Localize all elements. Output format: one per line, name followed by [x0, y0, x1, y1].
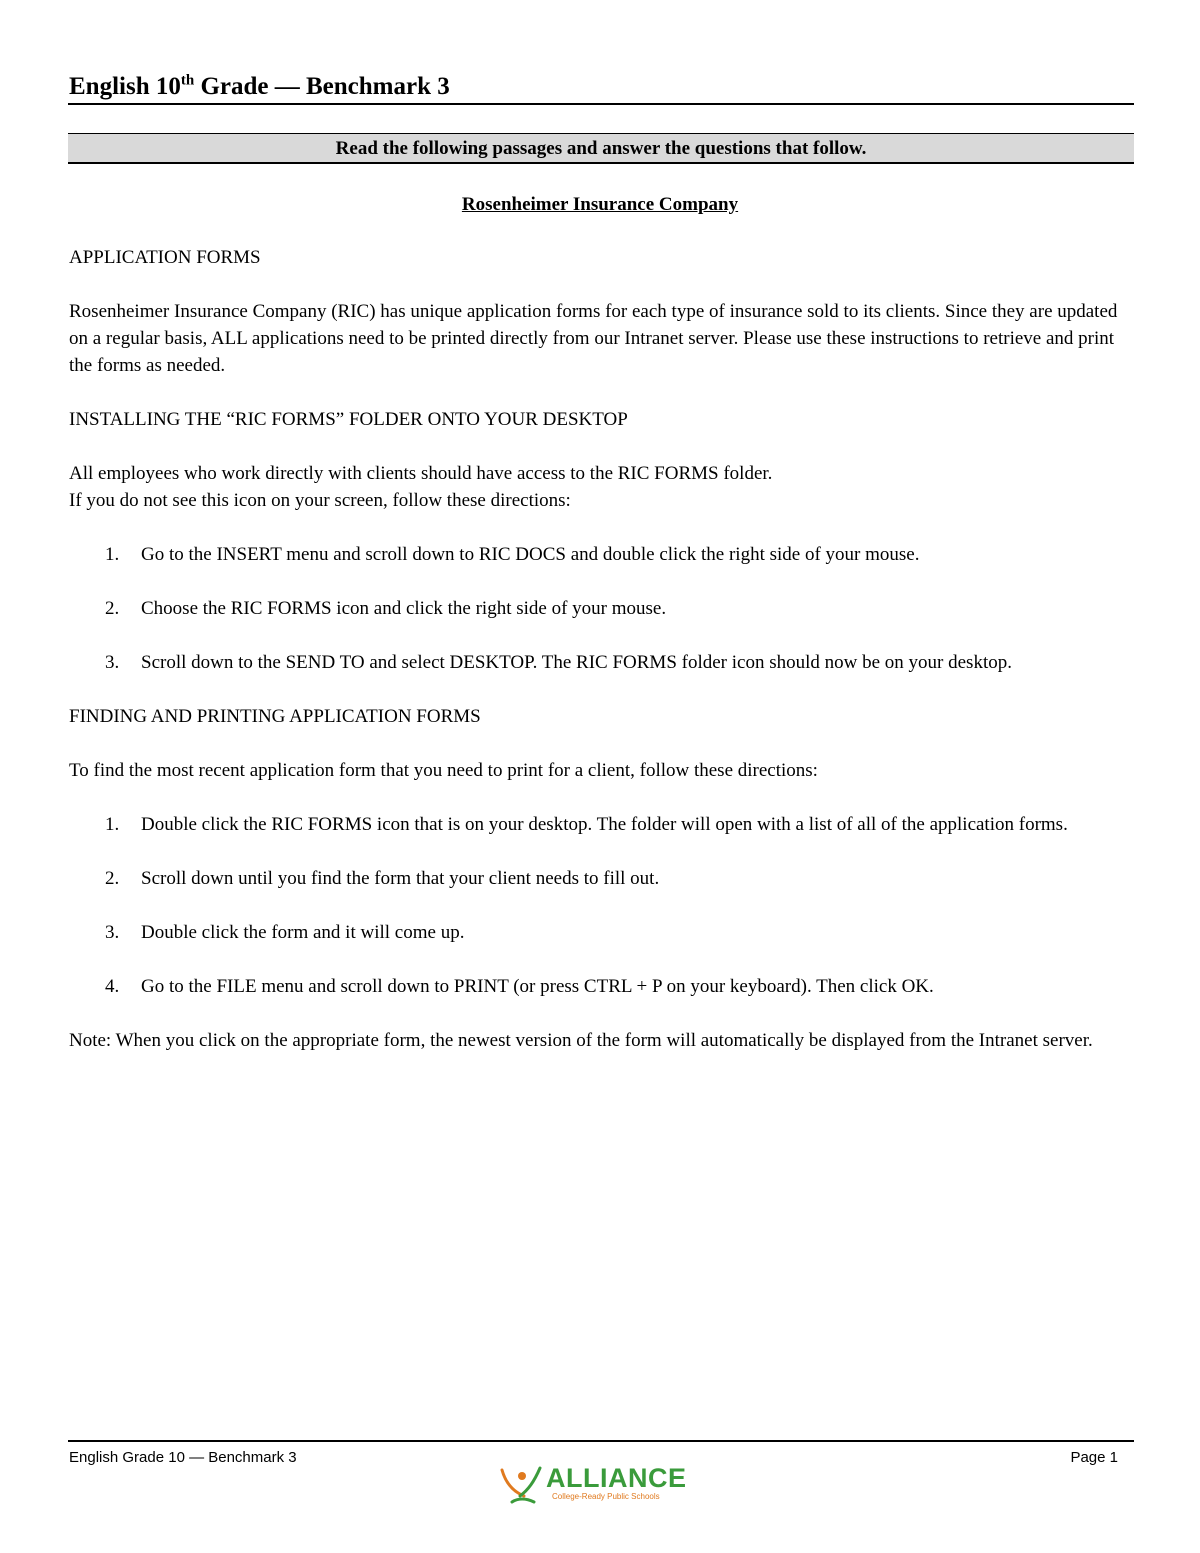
step-text: Scroll down until you find the form that your client needs to fill out.	[141, 868, 660, 889]
page-title-prefix: English 10	[69, 73, 181, 100]
logo-tagline: College-Ready Public Schools	[552, 1492, 660, 1501]
footer-page-number: Page 1	[1070, 1449, 1118, 1466]
installing-intro-line-2: If you do not see this icon on your screen, follow these directions:	[69, 490, 571, 511]
passage-body	[69, 244, 1139, 1054]
step-text: Scroll down to the SEND TO and select DESKTOP. The RIC FORMS folder icon should now be on your desktop.	[141, 652, 1012, 673]
instruction-banner: Read the following passages and answer the questions that follow.	[68, 133, 1134, 164]
section-heading-installing: INSTALLING THE “RIC FORMS” FOLDER ONTO YOUR DESKTOP	[69, 409, 628, 430]
step-text: Go to the FILE menu and scroll down to PRINT (or press CTRL + P on your keyboard). Then click OK.	[141, 976, 934, 997]
step-text: Double click the RIC FORMS icon that is on your desktop. The folder will open with a list of all of the application forms.	[141, 814, 1068, 835]
page-title-superscript: th	[180, 72, 195, 89]
footer-divider	[68, 1440, 1134, 1442]
step-number: 2.	[105, 868, 120, 889]
page-title	[69, 70, 450, 104]
logo-wordmark: ALLIANCE	[546, 1463, 687, 1493]
passage-title: Rosenheimer Insurance Company	[461, 194, 739, 215]
list-item	[69, 919, 1139, 946]
list-item	[69, 595, 1139, 622]
step-text: Go to the INSERT menu and scroll down to RIC DOCS and double click the right side of your mouse.	[141, 544, 920, 565]
list-item	[69, 649, 1139, 676]
alliance-logo	[496, 1462, 696, 1506]
step-text: Choose the RIC FORMS icon and click the right side of your mouse.	[141, 598, 667, 619]
step-number: 3.	[105, 652, 120, 673]
page-title-suffix: Grade — Benchmark 3	[194, 73, 450, 100]
step-number: 2.	[105, 598, 120, 619]
header-divider	[68, 103, 1134, 105]
list-item	[69, 973, 1139, 1000]
alliance-figure-icon	[496, 1462, 546, 1504]
step-number: 3.	[105, 922, 120, 943]
list-item	[69, 865, 1139, 892]
finding-intro: To find the most recent application form that you need to print for a client, follow these directions:	[69, 760, 818, 781]
step-number: 4.	[105, 976, 120, 997]
installing-steps-list	[69, 541, 1139, 676]
step-number: 1.	[105, 544, 120, 565]
section-paragraph-application-forms: Rosenheimer Insurance Company (RIC) has unique application forms for each type of insurance sold to its clients. Since they are updated on a regular basis, ALL applications need to be printed directly from our Intranet server. Please use these instructions to retrieve and print the forms as needed.	[69, 301, 1118, 376]
note-paragraph: Note: When you click on the appropriate form, the newest version of the form will automatically be displayed from the Intranet server.	[69, 1030, 1093, 1051]
section-heading-finding: FINDING AND PRINTING APPLICATION FORMS	[69, 706, 481, 727]
list-item	[69, 811, 1139, 838]
finding-steps-list	[69, 811, 1139, 1000]
step-number: 1.	[105, 814, 120, 835]
installing-intro-line-1: All employees who work directly with clients should have access to the RIC FORMS folder.	[69, 463, 773, 484]
footer-document-title: English Grade 10 — Benchmark 3	[69, 1449, 297, 1466]
section-heading-application-forms: APPLICATION FORMS	[69, 247, 261, 268]
step-text: Double click the form and it will come up.	[141, 922, 465, 943]
list-item	[69, 541, 1139, 568]
